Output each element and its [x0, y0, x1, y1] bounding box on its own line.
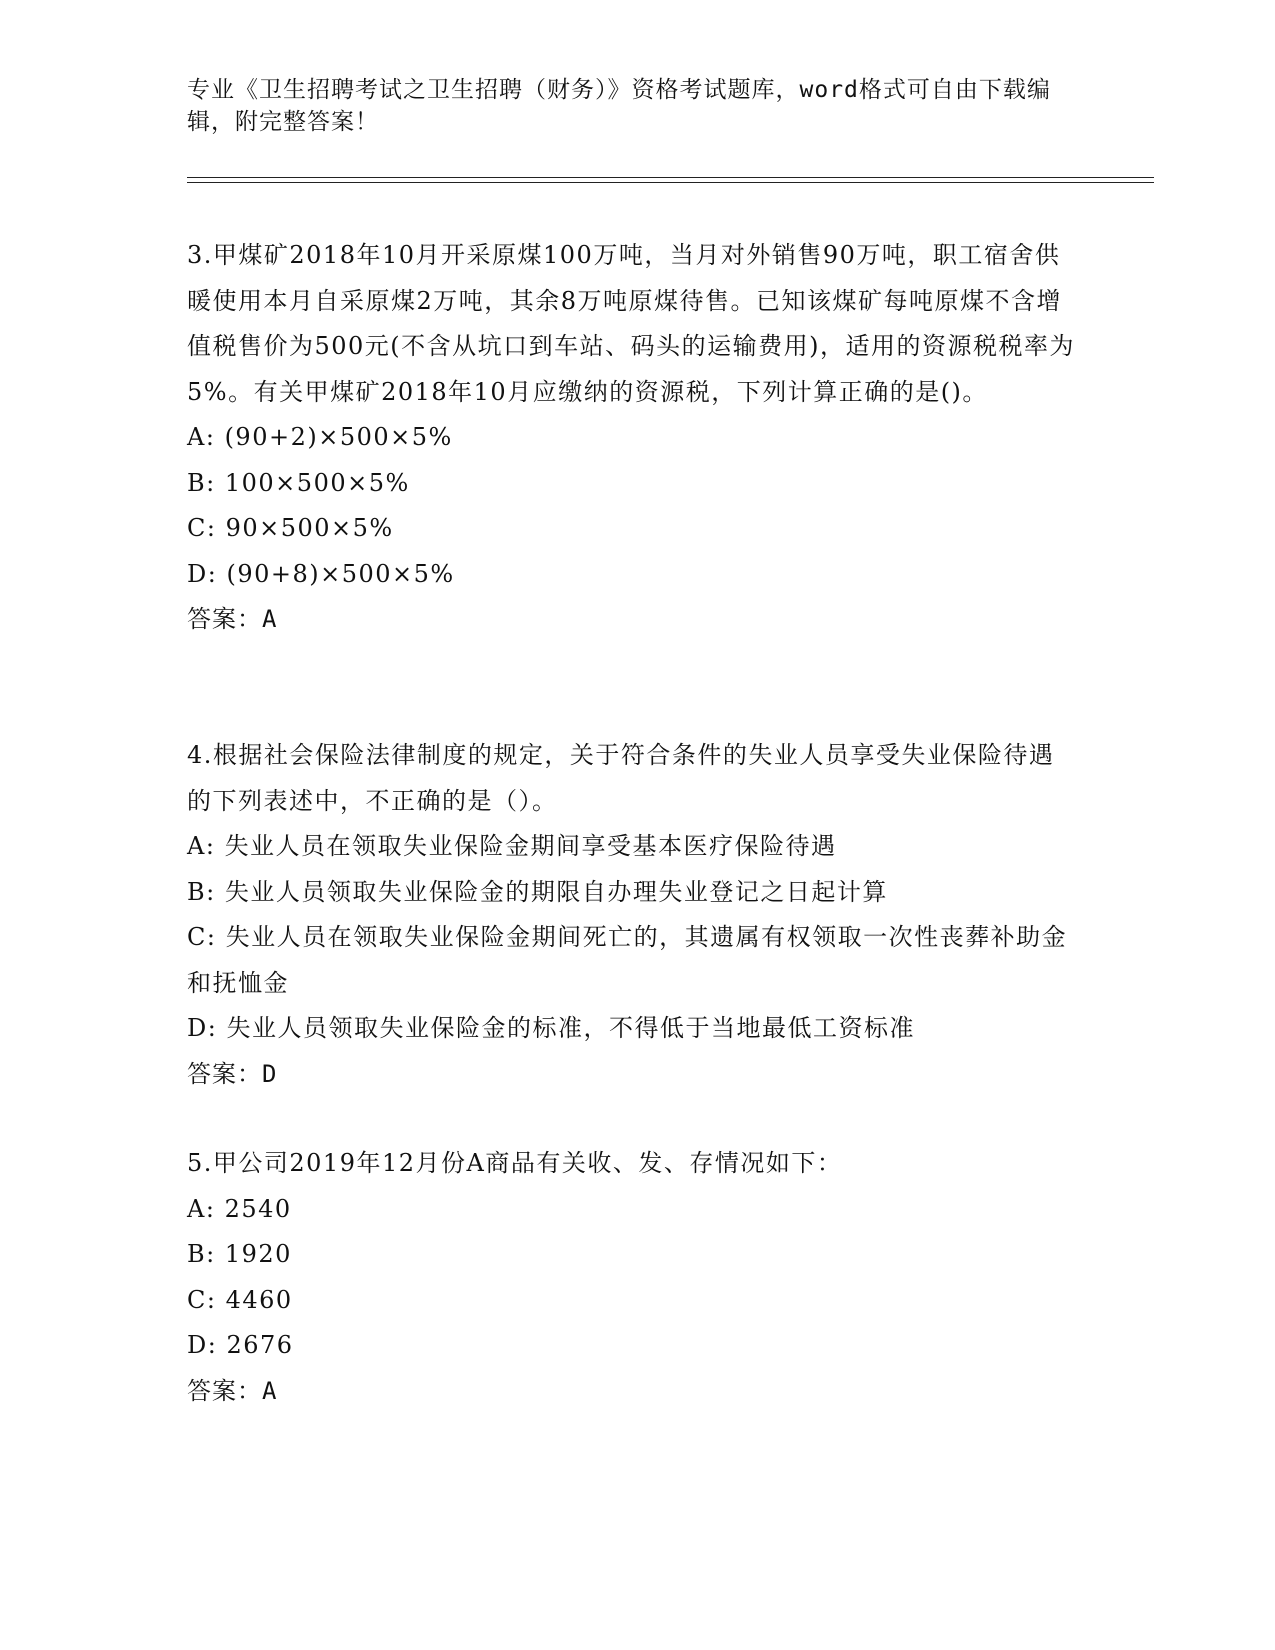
option-d: [187, 552, 1077, 598]
question-4: [187, 733, 1077, 1097]
option-text: 失业人员在领取失业保险金期间享受基本医疗保险待遇: [224, 832, 837, 860]
option-letter: C:: [187, 1285, 217, 1314]
option-text: 100×500×5%: [224, 468, 410, 497]
option-letter: B:: [187, 877, 216, 906]
option-a: [187, 1187, 1077, 1233]
document-header: [187, 74, 1067, 138]
option-d: [187, 1006, 1077, 1052]
option-text: 2676: [226, 1331, 294, 1359]
question-3: [187, 233, 1077, 643]
option-c: [187, 915, 1077, 1006]
option-text: 90×500×5%: [225, 514, 394, 542]
option-text: (90+8)×500×5%: [226, 559, 455, 588]
answer-line: [187, 1052, 1077, 1098]
header-divider-bottom: [187, 182, 1154, 183]
option-b: [187, 870, 1077, 916]
answer-line: [187, 597, 1077, 643]
option-letter: A:: [187, 1194, 216, 1223]
option-text: 失业人员领取失业保险金的期限自办理失业登记之日起计算: [224, 877, 888, 906]
option-b: [187, 461, 1077, 507]
answer-value: A: [262, 605, 278, 633]
option-text: 4460: [225, 1285, 293, 1314]
question-text: 3.甲煤矿2018年10月开采原煤100万吨，当月对外销售90万吨，职工宿舍供暖使用本月自采原煤2万吨，其余8万吨原煤待售。已知该煤矿每吨原煤不含增值税售价为500元(不含从坑口到车站、码头的运输费用)，适用的资源税税率为5%。有关甲煤矿2018年10月应缴纳的资源税，下列计算正确的是()。: [187, 241, 1076, 406]
option-letter: A:: [187, 423, 216, 451]
option-letter: D:: [187, 1331, 218, 1359]
option-letter: C:: [187, 514, 217, 542]
option-letter: B:: [187, 468, 216, 497]
header-divider-top: [187, 177, 1154, 178]
header-text: 专业《卫生招聘考试之卫生招聘（财务）》资格考试题库，word格式可自由下载编辑，附完整答案！: [187, 77, 1051, 135]
option-c: [187, 1278, 1077, 1324]
option-letter: C:: [187, 923, 217, 951]
option-letter: D:: [187, 1014, 218, 1042]
answer-label: 答案：: [187, 605, 262, 633]
option-d: [187, 1323, 1077, 1369]
option-letter: D:: [187, 559, 218, 588]
option-letter: B:: [187, 1240, 216, 1268]
question-5: [187, 1141, 1077, 1414]
option-text: 失业人员领取失业保险金的标准，不得低于当地最低工资标准: [226, 1014, 915, 1042]
option-b: [187, 1232, 1077, 1278]
option-text: 2540: [224, 1194, 292, 1223]
question-text: 5.甲公司2019年12月份A商品有关收、发、存情况如下：: [187, 1149, 843, 1177]
option-a: [187, 824, 1077, 870]
option-c: [187, 506, 1077, 552]
answer-value: D: [262, 1059, 278, 1088]
answer-line: [187, 1369, 1077, 1415]
option-text: 1920: [224, 1240, 292, 1268]
option-text: (90+2)×500×5%: [224, 423, 453, 451]
answer-label: 答案：: [187, 1376, 262, 1405]
option-letter: A:: [187, 832, 216, 860]
option-text: 失业人员在领取失业保险金期间死亡的，其遗属有权领取一次性丧葬补助金和抚恤金: [187, 923, 1068, 997]
answer-value: A: [262, 1376, 278, 1405]
question-text: 4.根据社会保险法律制度的规定，关于符合条件的失业人员享受失业保险待遇的下列表述中，不正确的是（）。: [187, 741, 1055, 815]
answer-label: 答案：: [187, 1059, 262, 1088]
option-a: [187, 415, 1077, 461]
